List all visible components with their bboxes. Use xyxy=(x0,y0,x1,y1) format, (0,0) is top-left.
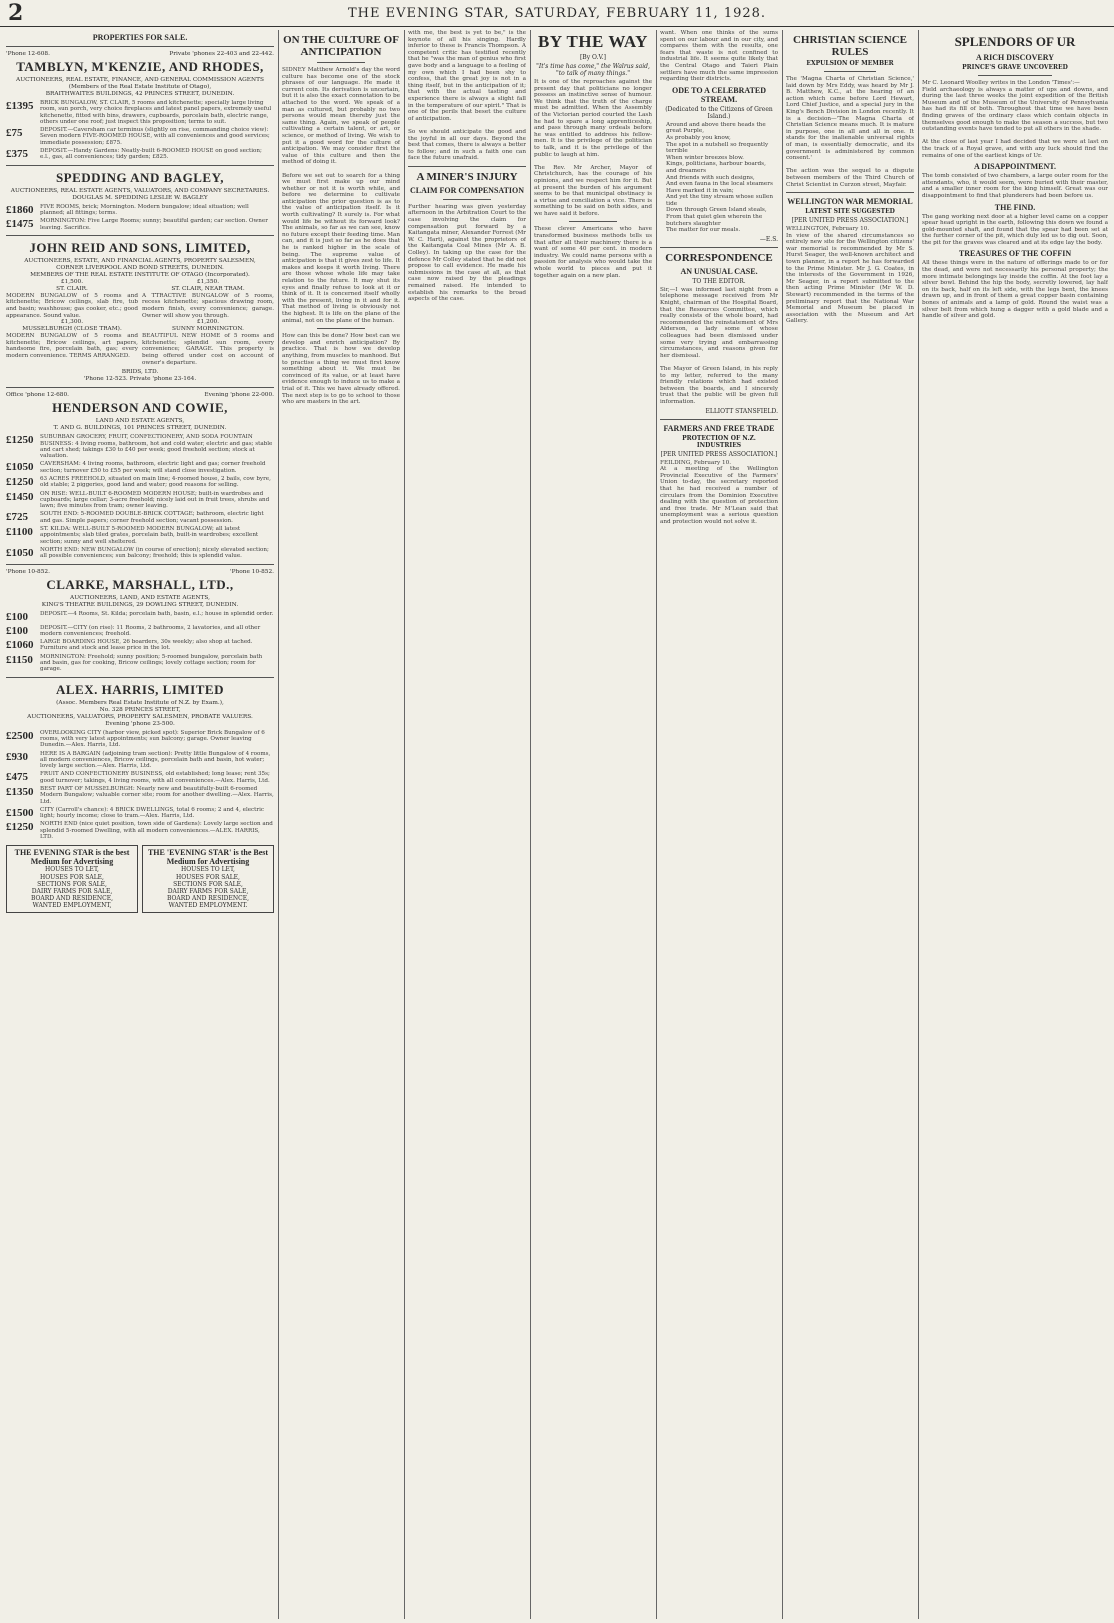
phone: Private 'phones 22-403 and 22-442. xyxy=(169,51,274,57)
price: £1150 xyxy=(6,653,33,666)
listing xyxy=(6,807,274,820)
epigraph: "It's time has come," the Walrus said, "to talk of many things." xyxy=(536,63,650,77)
phone: 'Phone 10-852. xyxy=(230,568,274,575)
poem-title: ODE TO A CELEBRATED STREAM. xyxy=(671,85,767,104)
price: £1860 xyxy=(6,203,34,216)
place: SUNNY MORNINGTON. xyxy=(172,326,244,333)
ad-line: DAIRY FARMS FOR SALE, xyxy=(167,887,249,895)
firm-spedding xyxy=(6,170,274,231)
ad-line: WANTED EMPLOYMENT. xyxy=(168,902,248,910)
ad-line: WANTED EMPLOYMENT, xyxy=(32,902,112,910)
price: £1350 xyxy=(6,786,34,798)
column-divider xyxy=(782,30,783,1619)
ad-line: BOARD AND RESIDENCE, xyxy=(30,895,113,903)
listing xyxy=(6,461,274,474)
listing-text: OVERLOOKING CITY (harbor view, picked spot): Superior Brick Bungalow of 6 rooms, with very latest appointments; sun balcony; garage. Owner leaving Dunedin.—Alex. Harris, Ltd. xyxy=(40,729,265,749)
firm-address: AUCTIONEERS, LAND, AND ESTATE AGENTS, KING'S THEATRE BUILDINGS, 29 DOWLING STREET, DUNEDIN. xyxy=(41,594,239,608)
article-christian-science xyxy=(786,30,914,1619)
price: £1250 xyxy=(6,475,34,488)
firm-alex-harris xyxy=(6,682,274,841)
column-divider xyxy=(656,30,657,1619)
column-divider xyxy=(278,30,279,1619)
article-body: The gang working next door at a higher level came on a copper spear head upright in the earth, following this down we found a gold-mounted shaft, and found that the spear had been set at the further corner of the pit, which duly led us to dig out. Soon, the pit for the graves was cleared and at its edge lay the body. xyxy=(922,213,1108,246)
masthead xyxy=(0,0,1114,27)
price: £1060 xyxy=(6,639,34,652)
listing-text: BEST PART OF MUSSELBURGH: Nearly new and beautifully-built 6-roomed Modern Bungalow; valuable corner site; room for another dwelling.—Alex. Harris, Ltd. xyxy=(40,786,274,805)
byline: [By O.V.] xyxy=(579,54,607,61)
listing-text: BEAUTIFUL NEW HOME of 5 rooms and kitchenette; splendid sun room, every convenience; GARAGE. This property is being offered under cost on account of owner's departure. xyxy=(142,333,274,366)
listing xyxy=(6,100,274,125)
place: MUSSELBURGH (CLOSE TRAM). xyxy=(22,326,122,333)
subheadline: CLAIM FOR COMPENSATION xyxy=(409,185,525,195)
article-body: It is one of the reproaches against the present day that politicians no longer possess an instinctive sense of humour. We think that the truth of the charge must be admitted. When the Assembly of the Victorian period courted the Lash he had to spare a long apprenticeship, and pass through many ordeals before he was entitled to address his fellow-men. It is the privilege of the politician to talk, and it is the privilege of the public to laugh at him. The Rev. Mr Archer, Mayor of Christchurch, has the courage of his opinions, and we respect him for it. But at present the burden of his argument seems to be that municipal obstinacy is a virtue and conciliation a vice. There is something to be said on both sides, and we have said it before. xyxy=(534,79,652,217)
ad-line: DAIRY FARMS FOR SALE, xyxy=(31,887,113,895)
article-body: with me, the best is yet to be," is the keynote of all his singing. Hardly inferior to these is Francis Thompson. A competent critic has testified recently that he "was the man of genius who first gave body and a language to a feeling of my own which I had been shy to confess, that the great joy is not in a thing itself, but in the anticipation of it; that with the actual tasting and experience there is always a slight fall in the temperature of our spirit." That is one of the perils that beset the culture of anticipation. So we should anticipate the good and the joyful in all our days. Beyond the best that comes, there is always a better to follow; and in such a faith one can face the future unafraid. xyxy=(408,30,526,162)
firm-henderson xyxy=(6,392,274,559)
headline: CORRESPONDENCE xyxy=(665,251,773,264)
price: £1250 xyxy=(6,434,34,447)
listing xyxy=(6,611,274,623)
listing-text: ST. KILDA: WELL-BUILT 5-ROOMED MODERN BUNGALOW; all latest appointments; slab tiled grates, porcelain bath, built-in wardrobes; excellent section; sunny and well sheltered. xyxy=(40,526,259,545)
listing-text: DEPOSIT.—Caversham car terminus (slightly on rise, commanding choice view): Seven modern FIVE-ROOMED HOUSE, with all conveniences and good services; immediate possession; £875. xyxy=(40,127,270,146)
listing xyxy=(6,434,274,459)
advertising-notice xyxy=(142,845,274,912)
price: £1,500. xyxy=(60,278,84,285)
listing-text: MODERN BUNGALOW of 5 rooms and kitchenette; Bricow ceilings, art papers, handsome fire, porcelain bath, gas; every modern convenience. TERMS ARRANGED. xyxy=(6,333,138,360)
listing-text: SOUTH END: 5-ROOMED DOUBLE-BRICK COTTAGE; bathroom, electric light and gas. Simple papers; corner freehold section; vacant possession. xyxy=(40,511,264,524)
phone: 'Phone 12-523. Private 'phone 23-164. xyxy=(83,376,197,383)
firm-name: JOHN REID AND SONS, LIMITED, xyxy=(29,239,251,255)
article-body: The tomb consisted of two chambers, a large outer room for the attendants, who, it would seem, were buried with their master, and a smaller inner room for the king himself. Great was our disappointment to find that plunderers had been before us. xyxy=(922,173,1108,199)
ad-line: HOUSES FOR SALE, xyxy=(176,873,240,881)
listing-text: CITY (Carroll's chance): 4 BRICK DWELLINGS, total 6 rooms; 2 and 4, electric light; hourly income; close to tram.—Alex. Harris, Ltd. xyxy=(40,806,265,820)
listing-text: DEPOSIT.—CITY (on rise): 11 Rooms, 2 bathrooms, 2 lavatories, and all other modern conveniences; freehold. xyxy=(40,624,261,637)
listing-text: NORTH END (nice quiet position, town side of Gardens): Lovely large section and splendid 5-roomed Dwelling, with all modern conveniences.—ALEX. HARRIS, LTD. xyxy=(40,821,273,841)
listing-text: ON RISE: WELL-BUILT 6-ROOMED MODERN HOUSE; built-in wardrobes and cupboards; large cellar; 3-acre freehold; nicely laid out in fruit trees, shrubs and lawn; five minutes from tram; owner leaving. xyxy=(40,490,270,510)
listing-text: DEPOSIT.—Handy Gardens: Neatly-built 6-ROOMED HOUSE on good section; e.l., gas, all conveniences; tidy garden; £825. xyxy=(40,148,262,161)
phone: Office 'phone 12-680. xyxy=(6,392,70,399)
listing-text: MORNINGTON: Freehold; sunny position; 5-roomed bungalow, porcelain bath and basin, gas for cooking, Bricow ceilings; lovely cottage section; room for garage. xyxy=(40,653,263,673)
ad-line: HOUSES TO LET, xyxy=(181,866,235,874)
listing xyxy=(6,127,274,146)
article-body: SIDNEY Matthew Arnold's day the word culture has become one of the stock phrases of our language. He made it current coin. Its derivation is uncertain, but it is also the exact connotation to be attached to the word. We speak of a man as cultured, but probably no two persons would mean thereby just the same thing. Again, we speak of people cultivating a certain talent, or art, or science, or method of living. We wish to put it a good word for the culture of anticipation. We may consider first the value of this culture and then the method of doing it. Before we set out to search for a thing we must first make up our mind whether or not it is worth while, and before we determine to cultivate anticipation the prior question is as to the value of anticipation itself. Is it worth cultivating? It surely is. For what would life be without its forward look? The animals, so far as we can see, know no future except their feeding time. Man can, and it is just so far as he does that he is ranked higher in the scale of being. The supreme value of anticipation is that it gives zest to life. It makes and keeps it worth living. There are those whose whole life may take relation to the future. It may shut its eyes and finally refuse to look at it or think of it. It is concerned itself wholly with the present, living in it and for it. That method of living is obviously not the highest. It is life on the plane of the animal, not on the plane of the human. xyxy=(282,67,400,324)
firm-address: AUCTIONEERS, REAL ESTATE AGENTS, VALUATORS, AND COMPANY SECRETARIES. xyxy=(10,187,270,194)
ad-line: SECTIONS FOR SALE, xyxy=(37,880,107,888)
listing xyxy=(6,547,274,560)
listing-text: 63 ACRES FREEHOLD, situated on main line; 4-roomed house, 2 bails, cow byre, old stable; 2 piggeries, good land and water; good reasons for selling. xyxy=(40,475,271,489)
place: ST. CLAIR. xyxy=(56,285,88,292)
place: ST. CLAIR, NEAR TRAM. xyxy=(171,285,245,292)
firm-address: (Assoc. Members Real Estate Institute of N.Z. by Exam.), No. 328 PRINCES STREET, AUCTIONEERS, VALUATORS, PROPERTY SALESMEN, PROBATE VALUERS. Evening 'phone 23-500. xyxy=(27,699,253,727)
headline: A MINER'S INJURY xyxy=(416,170,518,183)
headline: SPLENDORS OF UR xyxy=(954,34,1076,49)
headline: FARMERS AND FREE TRADE xyxy=(663,423,775,433)
ad-line: HOUSES TO LET, xyxy=(45,866,99,874)
price: £75 xyxy=(6,127,23,140)
advertising-notice xyxy=(6,845,138,912)
subheadline: PROTECTION OF N.Z. INDUSTRIES xyxy=(682,434,756,449)
price: £1,200. xyxy=(196,319,220,326)
price: £725 xyxy=(6,511,28,524)
listing-text: CAVERSHAM: 4 living rooms, bathroom, electric light and gas; corner freehold section; turnover £50 to £55 per week; will stand close investigation. xyxy=(40,461,266,474)
phone: Evening 'phone 22-000. xyxy=(204,392,274,399)
price: £930 xyxy=(6,750,28,763)
listing-text: FRUIT AND CONFECTIONERY BUSINESS, old established; long lease; rent 35s; good turnover; takings, 4 living rooms, with all conveniences.—Alex. Harris, Ltd. xyxy=(40,771,270,784)
article-body: How can this be done? How best can we develop and enrich anticipation? By practice. That is how we develop anything, from muscles to manhood. But to practise a thing we must first know something about it. We must be convinced of its value, or at least have evidence enough to induce us to make a trial of it. This we have already offered. The next step is to go to school to those who are masters in the art. xyxy=(282,333,400,406)
price: £100 xyxy=(6,610,28,623)
price: £1,300. xyxy=(60,319,84,326)
article-body: These clever Americans who have transformed business methods tells us that after all their machinery there is a want of some 40 per cent. in modern industry. We could name persons with a passion for analysis who would take the whole world to pieces and put it together again on a new plan. xyxy=(534,226,652,279)
headline: BY THE WAY xyxy=(538,32,648,51)
firm-name: CLARKE, MARSHALL, LTD., xyxy=(46,576,234,592)
article-body: The 'Magna Charta of Christian Science,' laid down by Mrs Eddy, was heard by Mr J. B. Matthew, K.C., at the hearing of an action which came before Lord Hewart, Lord Chief Justice, and a special jury in the King's Bench Division in London recently. It is a decision—'The Magna Charta of Christian Science means much. It is mature in purpose, one in all and all in one. It stands for the inalienable universal rights of man, is essentially democratic, and its government is administered by common consent.' The action was the sequel to a dispute between members of the Third Church of Christ Scientist in Curzon street, Mayfair. xyxy=(786,76,914,188)
price: £1100 xyxy=(6,526,33,539)
price: £1475 xyxy=(6,218,34,231)
firm-name: HENDERSON AND COWIE, xyxy=(52,400,228,416)
section-title: PROPERTIES FOR SALE. xyxy=(92,33,188,42)
price: £1450 xyxy=(6,490,34,503)
price: £1,350. xyxy=(196,278,220,285)
ad-line: HOUSES FOR SALE, xyxy=(40,873,104,881)
price: £1050 xyxy=(6,461,34,474)
page-number: 2 xyxy=(8,0,24,26)
article-splendors-of-ur xyxy=(922,30,1108,1619)
firm-name: SPEDDING AND BAGLEY, xyxy=(55,169,225,185)
firm-name: ALEX. HARRIS, LIMITED xyxy=(56,681,224,697)
listing-text: DEPOSIT.—4 Rooms, St. Kilda; porcelain bath, basin, e.l.; house in splendid order. xyxy=(40,610,274,617)
column-divider xyxy=(404,30,405,1619)
listing xyxy=(6,730,274,749)
listing-text: A TTRACTIVE BUNGALOW of 5 rooms, recess kitchenette; spacious drawing room, modern finish, every convenience; garage. Owner will show you through. xyxy=(142,292,274,319)
subheadline: A RICH DISCOVERY xyxy=(976,53,1054,62)
listing-text: FIVE ROOMS, brick; Mornington. Modern bungalow; ideal situation; well planned; all fittings; terms. xyxy=(40,203,249,216)
subheadline: PRINCE'S GRAVE UNCOVERED xyxy=(962,64,1068,71)
firm-name: TAMBLYN, M'KENZIE, AND RHODES, xyxy=(16,59,264,74)
subheadline: LATEST SITE SUGGESTED xyxy=(805,208,895,216)
properties-column xyxy=(6,30,274,1619)
price: £100 xyxy=(6,624,28,637)
article-body: All these things were in the nature of offerings made to or for the dead, and were not necessarily his personal property; the more intimate belongings lay inside the coffin. At the foot lay a silver bowl. Behind the hip the body, secretly lowered, lay half on its back, half on its left side, with the legs bent, the knees drawn up, and in front of them a great copper basin containing bones of animals and a lamp of gold. Round the waist was a silver belt from which hung a dagger with a gold blade and a handle of silver and gold. xyxy=(922,260,1108,320)
article-body: FEILDING, February 10. At a meeting of the Wellington Provincial Executive of the Farmers' Union to-day, the secretary reported that he had received a number of circulars from the Dominion Executive dealing with the question of protection and free trade. Mr M'Lean said that unemployment was a serious question and protection would not solve it. xyxy=(660,459,778,525)
listing xyxy=(6,821,274,840)
article-body: Further hearing was given yesterday afternoon in the Arbitration Court to the case involving the claim for compensation put forward by a Kaitangata miner, Alexander Forrest (Mr W. C. Hart), against the proprietors of the Kaitangata Coal Mines (Mr A. B. Colley). In taking up the case for the defence Mr Colley stated that he did not propose to call evidence. He made his submissions in the case at all, as that case now raised by the pleadings remained raised. He intended to establish his remarks to the broad aspects of the case. xyxy=(408,203,526,303)
listing xyxy=(6,625,274,638)
listing xyxy=(6,491,274,510)
firm-tamblyn xyxy=(6,51,274,161)
headline: CHRISTIAN SCIENCE RULES xyxy=(792,34,907,58)
ad-line: BOARD AND RESIDENCE, xyxy=(166,895,249,903)
price: £475 xyxy=(6,771,28,784)
price: £1395 xyxy=(6,100,34,112)
article-continued xyxy=(408,30,526,1619)
firm-address: LAND AND ESTATE AGENTS, T. AND G. BUILDINGS, 101 PRINCES STREET, DUNEDIN. xyxy=(53,418,227,432)
ad-line: SECTIONS FOR SALE, xyxy=(173,880,243,888)
divider xyxy=(6,46,274,47)
listing xyxy=(6,786,274,805)
listing-text: MORNINGTON: Five Large Rooms; sunny; beautiful garden; car section. Owner leaving. Sacrifice. xyxy=(40,218,268,231)
article-body: want. When one thinks of the sums spent on our labour and in our city, and compares them with the results, one fears that waste is not confined to industrial life. It seems quite likely that the Central Otago and Taieri Plain settlers have much the same impression regarding their districts. xyxy=(660,30,778,83)
listing xyxy=(6,526,274,545)
phone: 'Phone 10-852. xyxy=(6,568,50,575)
section-heading: A DISAPPOINTMENT. xyxy=(973,162,1057,172)
ad-title: THE 'EVENING STAR' is the Best Medium for Advertising xyxy=(147,848,269,867)
article-body: WELLINGTON, February 10. In view of the shared circumstances so entirely new site for the Wellington citizens' war memorial is recommended by Mr S. Hurst Seager, the well-known architect and town planner, in a report he has forwarded to the Prime Minister. Mr J. G. Coates, in the interests of the Government in 1926, Mr Seager, in a report submitted to the then acting Prime Minister (Mr W. D. Stewart) recommended in the terms of the preliminary report that the National War Memorial and Museum be placed in association with the Museum and Art Gallery. xyxy=(786,226,914,325)
newspaper-title: THE EVENING STAR, SATURDAY, FEBRUARY 11, 1928. xyxy=(347,6,767,21)
phone: 'Phone 12-608. xyxy=(6,51,50,57)
price: £375 xyxy=(6,148,28,161)
column-divider xyxy=(530,30,531,1619)
price: £1500 xyxy=(6,806,34,819)
listing-text: SUBURBAN GROCERY, FRUIT, CONFECTIONERY, AND SODA FOUNTAIN BUSINESS: 4 living rooms, bathroom, hot and cold water, electric and gas; stable and cart shed; takings £30 to £40 per week; good freehold section; stock at valuation. xyxy=(40,434,273,460)
article-culture-of-anticipation xyxy=(282,30,400,1619)
firm-john-reid xyxy=(6,240,274,383)
headline: ON THE CULTURE OF ANTICIPATION xyxy=(283,34,399,58)
salutation: TO THE EDITOR. xyxy=(692,277,746,285)
headline: WELLINGTON WAR MEMORIAL xyxy=(787,197,913,207)
price: £1250 xyxy=(6,821,34,834)
listing xyxy=(6,639,274,652)
poem-dedication: (Dedicated to the Citizens of Green Island.) xyxy=(665,105,773,120)
article-by-the-way xyxy=(534,30,652,1619)
listing-text: MODERN BUNGALOW of 5 rooms and kitchenette; Bricow ceilings, slab fire, tub and basin; washhouse; gas cooker, etc.; good appearance. Sound value. xyxy=(6,292,138,319)
listing xyxy=(6,511,274,524)
listing xyxy=(6,218,274,231)
listing-text: LARGE BOARDING HOUSE, 26 boarders, 30s weekly; also shop at tached. Furniture and stock and lease price in the lot. xyxy=(40,639,253,652)
listing-text: BRICK BUNGALOW, ST. CLAIR, 5 rooms and kitchenette; specially large living room, sun porch, very choice fireplaces and latest panel papers, extremely useful kitchenette, fitted with bins, drawers, cupboards, porcelain bath, electric range, others under one roof; just inspect this proposition; terms to suit. xyxy=(40,100,272,125)
section-heading: TREASURES OF THE COFFIN xyxy=(958,249,1072,259)
firm-address: AUCTIONEERS, REAL ESTATE, FINANCE, AND GENERAL COMMISSION AGENTS (Members of the Real Estate Institute of Otago), BRAITHWAITES BUILDINGS, 42 PRINCES STREET, DUNEDIN. xyxy=(16,77,264,97)
partners: DOUGLAS M. SPEDDING LESLIE W. BAGLEY xyxy=(72,194,208,201)
poem: Around and above there heads the great Purple, As probably you know, The spot in a nutshell so frequently terrible When winter breezes blow. Kings, politicians, harbour boards, and dreamers And friends with such designs, And even fauna in the local steamers Have marked it in vain; And yet the tiny stream whose sullen tide Down through Green Island steals, From that quiet glen wherein the butchers slaughter The matter for our meals. xyxy=(666,121,773,234)
price: £2500 xyxy=(6,729,34,742)
byline: [PER UNITED PRESS ASSOCIATION.] xyxy=(791,217,909,225)
section-heading: THE FIND. xyxy=(994,202,1036,212)
column-five xyxy=(660,30,778,1619)
footer: BRIDS, LTD. xyxy=(121,369,159,376)
listing xyxy=(6,771,274,784)
listing-text: NORTH END: NEW BUNGALOW (in course of erection); nicely elevated section; all possible conveniences; sun balcony; freehold; this is splendid value. xyxy=(40,546,269,560)
listing xyxy=(6,654,274,673)
poem-author: —E.S. xyxy=(759,235,778,243)
listing xyxy=(6,751,274,770)
listing xyxy=(6,148,274,161)
firm-address: AUCTIONEERS, ESTATE, AND FINANCIAL AGENTS, PROPERTY SALESMEN, CORNER LIVERPOOL AND BOND STREETS, DUNEDIN. MEMBERS OF THE REAL ESTATE INSTITUTE OF OTAGO (Incorporated). xyxy=(24,257,256,278)
article-body: Mr C. Leonard Woolley writes in the London 'Times':— Field archaeology is always a matter of ups and downs, and during the last three weeks the joint expedition of the British Museum and of the Museum of the University of Pennsylvania has had its fill of both. Throughout that time we have been finding graves of the ordinary class which contain objects in themselves good enough to make the season a success, but two outstanding events have tended to put all others in the shade. At the close of last year I had decided that we were at last on the track of a Royal grave, and with any luck should find the remains of one of the earliest kings of Ur. xyxy=(922,80,1108,159)
byline: [PER UNITED PRESS ASSOCIATION.] xyxy=(660,450,778,458)
listing xyxy=(6,476,274,489)
listing-text: HERE IS A BARGAIN (adjoining tram section): Pretty little Bungalow of 4 rooms, all modern conveniences, Bricow ceilings, porcelain bath and basin, hot water; lovely large section.—Alex. Harris, Ltd. xyxy=(40,750,271,770)
subheadline: EXPULSION OF MEMBER xyxy=(806,60,894,67)
firm-clarke-marshall xyxy=(6,569,274,673)
letter-signature: ELLIOTT STANSFIELD. xyxy=(705,407,778,415)
ad-title: THE EVENING STAR is the best Medium for Advertising xyxy=(14,848,130,867)
listing xyxy=(6,204,274,217)
subheadline: AN UNUSUAL CASE. xyxy=(680,266,758,276)
column-divider xyxy=(918,30,919,1619)
price: £1050 xyxy=(6,546,34,559)
letter-body: Sir,—I was informed last night from a telephone message received from Mr Knight, chairman of the Hospital Board, that the Resources Committee, which really consists of the whole board, had recommended the reinstatement of Mrs Alderson, a lady some of whose colleagues had been dismissed under some very trying and embarrassing circumstances, and reasons given for her dismissal. The Mayor of Green Island, in his reply to my letter, referred to the many friendly relations which had existed between the boards, and I sincerely trust that the public will be given full information. xyxy=(660,286,778,405)
